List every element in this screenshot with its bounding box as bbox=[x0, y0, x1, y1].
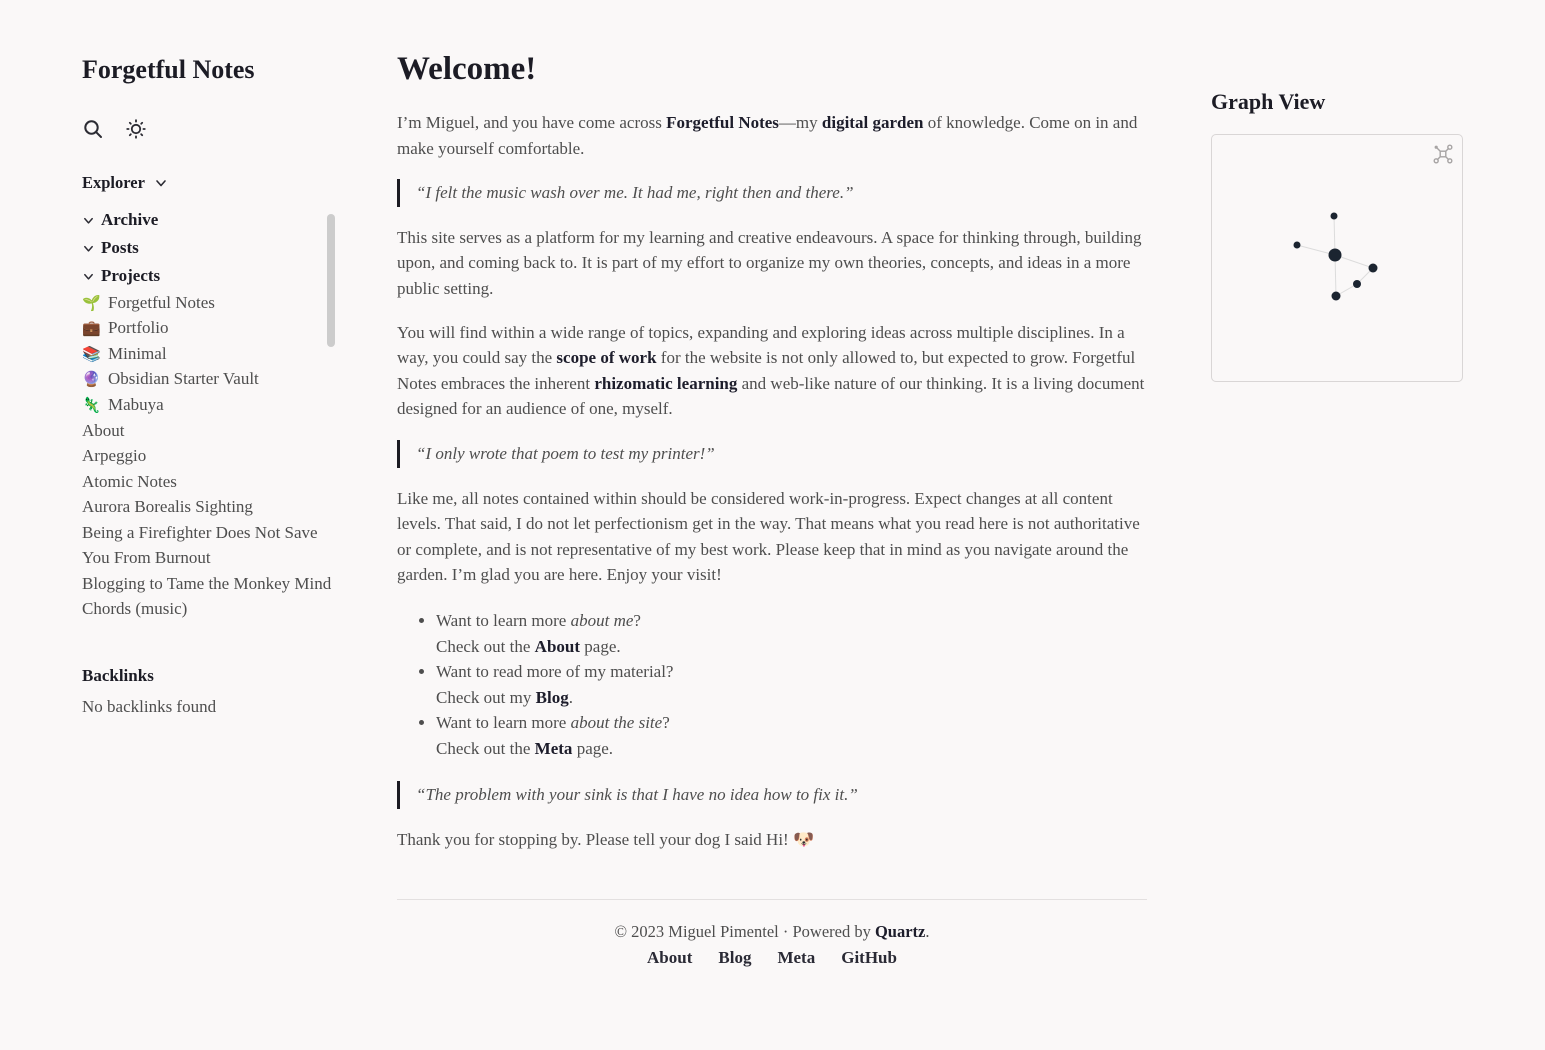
item-label: Obsidian Starter Vault bbox=[108, 369, 259, 389]
item-label: Forgetful Notes bbox=[108, 292, 215, 312]
briefcase-icon: 💼 bbox=[82, 319, 101, 338]
graph-node[interactable] bbox=[1331, 213, 1338, 220]
text-segment: 🐶 bbox=[792, 830, 815, 850]
lizard-icon: 🦎 bbox=[82, 395, 101, 414]
blockquote-printer: “I only wrote that poem to test my printer!” bbox=[397, 440, 1147, 468]
text-segment: ? bbox=[662, 713, 670, 733]
item-label: Portfolio bbox=[108, 318, 169, 338]
text-segment: Want to learn more bbox=[436, 610, 571, 630]
list-item-about bbox=[436, 608, 1147, 659]
list-item-meta bbox=[436, 710, 1147, 761]
paragraph-topics bbox=[397, 320, 1147, 422]
explorer-item-mabuya[interactable] bbox=[82, 392, 340, 418]
folder-projects[interactable] bbox=[82, 262, 340, 290]
folder-label: Projects bbox=[101, 266, 161, 285]
folder-label: Posts bbox=[101, 238, 139, 257]
graph-view-canvas[interactable] bbox=[1211, 134, 1463, 382]
seedling-icon: 🌱 bbox=[82, 293, 101, 312]
text-segment: . bbox=[568, 687, 573, 707]
item-label: Minimal bbox=[108, 343, 167, 363]
graph bbox=[1212, 135, 1462, 381]
links-list bbox=[397, 608, 1147, 762]
explorer-tree bbox=[82, 206, 340, 622]
explorer-scrollbar[interactable] bbox=[327, 214, 335, 347]
footer-divider bbox=[397, 899, 1147, 900]
inline-link[interactable]: scope of work bbox=[556, 348, 657, 368]
explorer-item-portfolio[interactable] bbox=[82, 316, 340, 342]
inline-link[interactable]: Meta bbox=[534, 738, 573, 758]
chevron-down-icon bbox=[154, 176, 168, 190]
explorer-item-blogging-to-tame[interactable]: Blogging to Tame the Monkey Mind bbox=[82, 573, 332, 593]
explorer-item-atomic-notes[interactable]: Atomic Notes bbox=[82, 471, 177, 491]
chevron-down-icon bbox=[82, 242, 95, 255]
graph-node[interactable] bbox=[1329, 249, 1342, 262]
explorer-item-aurora-borealis-sighting[interactable]: Aurora Borealis Sighting bbox=[82, 497, 253, 516]
text-segment: page. bbox=[572, 738, 614, 758]
copyright-text bbox=[397, 922, 1147, 942]
folder-label: Archive bbox=[101, 210, 159, 229]
paragraph-platform: This site serves as a platform for my learning and creative endeavours. A space for thinking through, building upon, and coming back to. It is part of my effort to organize my own theories, concepts, and ideas in a more public setting. bbox=[397, 227, 1142, 298]
text-segment: Check out the bbox=[436, 738, 535, 758]
explorer-item-minimal[interactable] bbox=[82, 341, 340, 367]
text-segment: about the site bbox=[570, 713, 663, 733]
explorer-item-about[interactable]: About bbox=[82, 420, 125, 440]
footer-link-meta[interactable]: Meta bbox=[777, 947, 816, 967]
explorer-item-chords-music[interactable]: Chords (music) bbox=[82, 599, 188, 618]
graph-node[interactable] bbox=[1294, 242, 1301, 249]
footer bbox=[397, 922, 1147, 968]
sidebar-toolbar bbox=[82, 118, 340, 140]
inline-link[interactable]: rhizomatic learning bbox=[594, 373, 738, 393]
text-segment: Want to learn more bbox=[436, 713, 571, 733]
explorer-item-obsidian-starter-vault[interactable] bbox=[82, 367, 340, 393]
graph-view-panel bbox=[1211, 0, 1463, 1050]
text-segment: page. bbox=[580, 636, 621, 656]
text-segment: You will find within a wide range of topics, expanding and exploring ideas across multiple disciplines. In a way, you could say the bbox=[397, 322, 1125, 368]
explorer-label: Explorer bbox=[82, 173, 145, 192]
chevron-down-icon bbox=[82, 270, 95, 283]
backlinks-empty-text: No backlinks found bbox=[82, 696, 217, 716]
text-segment: Thank you for stopping by. Please tell your dog I said Hi! bbox=[397, 830, 793, 850]
blockquote-music: “I felt the music wash over me. It had me, right then and there.” bbox=[397, 179, 1147, 207]
theme-toggle-sun-icon[interactable] bbox=[125, 118, 147, 140]
text-segment: . bbox=[925, 921, 930, 941]
item-label: Mabuya bbox=[108, 394, 164, 414]
blockquote-sink: “The problem with your sink is that I have no idea how to fix it.” bbox=[397, 781, 1147, 809]
page-title: Welcome! bbox=[397, 51, 537, 87]
footer-link-github[interactable]: GitHub bbox=[841, 947, 897, 967]
inline-link[interactable]: Blog bbox=[535, 687, 569, 707]
paragraph-thanks bbox=[397, 827, 1147, 853]
text-segment: and web-like nature of our thinking. It is a living document designed for an audience of one, myself. bbox=[397, 373, 1145, 419]
text-segment: —my bbox=[778, 113, 822, 132]
inline-link[interactable]: Quartz bbox=[874, 921, 926, 941]
text-segment: © 2023 Miguel Pimentel · Powered by bbox=[614, 921, 875, 941]
folder-archive[interactable] bbox=[82, 206, 340, 234]
sidebar bbox=[82, 0, 340, 1050]
explorer-item-being-a-firefighter[interactable]: Being a Firefighter Does Not Save You From Burnout bbox=[82, 522, 318, 567]
chevron-down-icon bbox=[82, 214, 95, 227]
explorer-item-arpeggio[interactable]: Arpeggio bbox=[82, 446, 147, 465]
books-icon: 📚 bbox=[82, 344, 101, 363]
graph-node[interactable] bbox=[1332, 292, 1341, 301]
crystal-ball-icon: 🔮 bbox=[82, 370, 101, 389]
search-icon[interactable] bbox=[82, 118, 104, 140]
inline-link[interactable]: About bbox=[534, 636, 581, 656]
list-item-blog bbox=[436, 659, 1147, 710]
text-segment: ? bbox=[633, 610, 641, 630]
global-graph-icon[interactable] bbox=[1432, 143, 1454, 165]
text-segment: Check out my bbox=[436, 687, 536, 707]
explorer-item-forgetful-notes[interactable] bbox=[82, 290, 340, 316]
graph-node[interactable] bbox=[1353, 280, 1361, 288]
inline-link[interactable]: digital garden bbox=[821, 113, 924, 132]
inline-link[interactable]: Forgetful Notes bbox=[666, 113, 779, 132]
graph-view-title: Graph View bbox=[1211, 89, 1326, 114]
text-segment: of knowledge. Come on in and make yourself comfortable. bbox=[397, 113, 1138, 158]
text-segment: Want to read more of my material? bbox=[436, 662, 674, 682]
footer-link-about[interactable]: About bbox=[647, 947, 693, 967]
backlinks-title: Backlinks bbox=[82, 665, 154, 685]
paragraph-intro bbox=[397, 110, 1147, 161]
text-segment: about me bbox=[570, 610, 634, 630]
text-segment: I’m Miguel, and you have come across bbox=[397, 113, 667, 132]
footer-links bbox=[397, 948, 1147, 968]
text-segment: for the website is not only allowed to, but expected to grow. Forgetful Notes embraces the inherent bbox=[397, 348, 1136, 393]
text-segment: Check out the bbox=[436, 636, 535, 656]
article bbox=[397, 0, 1147, 1050]
graph-node[interactable] bbox=[1369, 264, 1378, 273]
explorer-toggle[interactable] bbox=[82, 173, 340, 193]
site-title[interactable]: Forgetful Notes bbox=[82, 55, 255, 84]
paragraph-wip: Like me, all notes contained within should be considered work-in-progress. Expect changes at all content levels. That said, I do not let perfectionism get in the way. That means what you read here is not authoritative or complete, and is not representative of my best work. Please keep that in mind as you navigate around the garden. I’m glad you are here. Enjoy your visit! bbox=[397, 488, 1140, 585]
backlinks-panel bbox=[82, 666, 340, 717]
footer-link-blog[interactable]: Blog bbox=[718, 947, 752, 967]
folder-posts[interactable] bbox=[82, 234, 340, 262]
